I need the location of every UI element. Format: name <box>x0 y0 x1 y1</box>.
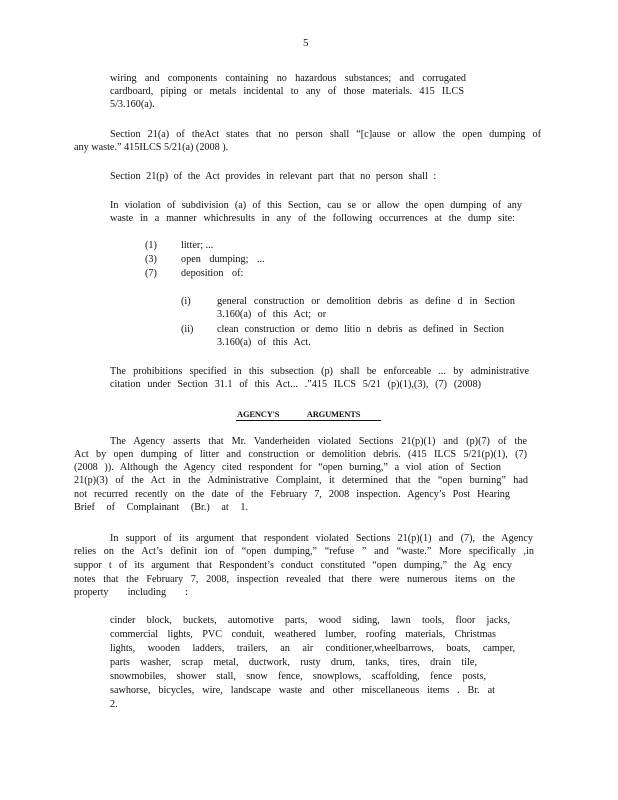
text-line: cardboard, piping or metals incidental to any of those materials. 415 ILCS <box>110 86 464 97</box>
text-line: citation under Section 31.1 of this Act... .”415 ILCS 5/21 (p)(1),(3), (7) (2008) <box>110 379 481 390</box>
list-item-text: deposition of: <box>181 268 244 279</box>
list-item-text: litter; ... <box>181 240 214 251</box>
section-heading: AGENCY'S ARGUMENTS <box>237 409 361 419</box>
text-line: 21(p)(3) of the Act in the Administrative Complaint, it determined that the “open burning” had <box>74 475 528 486</box>
text-line: not recurred recently on the date of the February 7, 2008 inspection. Agency’s Post Hearing <box>74 489 510 500</box>
text-line: snowmobiles, shower stall, snow fence, snowplows, scaffolding, fence posts, <box>110 671 486 682</box>
text-line: waste in a manner whichresults in any of the following occurrences at the dump site: <box>110 213 515 224</box>
text-line: Brief of Complainant (Br.) at 1. <box>74 502 248 513</box>
heading-underline <box>236 420 381 421</box>
sub-item-number: (ii) <box>181 324 194 335</box>
text-line: 5/3.160(a). <box>110 99 155 110</box>
text-line: The Agency asserts that Mr. Vanderheiden violated Sections 21(p)(1) and (p)(7) of the <box>110 436 527 447</box>
text-line: notes that the February 7, 2008, inspection revealed that there were numerous items on the <box>74 574 515 585</box>
text-line: sawhorse, bicycles, wire, landscape waste and other miscellaneous items . Br. at <box>110 685 495 696</box>
sub-item-text: 3.160(a) of this Act. <box>217 337 311 348</box>
list-number: (3) <box>145 254 157 265</box>
text-line: property including : <box>74 587 188 598</box>
text-line: parts washer, scrap metal, ductwork, rusty drum, tanks, tires, drain tile, <box>110 657 477 668</box>
text-line: lights, wooden ladders, trailers, an air conditioner,wheelbarrows, boats, camper, <box>110 643 515 654</box>
text-line: The prohibitions specified in this subsection (p) shall be enforceable ... by administrative <box>110 366 529 377</box>
text-line: Section 21(a) of theAct states that no person shall “[c]ause or allow the open dumping of <box>110 129 541 140</box>
text-line: wiring and components containing no hazardous substances; and corrugated <box>110 73 466 84</box>
sub-item-number: (i) <box>181 296 191 307</box>
list-number: (7) <box>145 268 157 279</box>
sub-item-text: general construction or demolition debris as define d in Section <box>217 296 515 307</box>
list-number: (1) <box>145 240 157 251</box>
sub-item-text: 3.160(a) of this Act; or <box>217 309 327 320</box>
text-line: Act by open dumping of litter and construction or demolition debris. (415 ILCS 5/21(p)(1), (7) <box>74 449 527 460</box>
text-line: In support of its argument that respondent violated Sections 21(p)(1) and (7), the Agency <box>110 533 533 544</box>
text-line: any waste.” 415ILCS 5/21(a) (2008 ). <box>74 142 229 153</box>
text-line: commercial lights, PVC conduit, weathered lumber, roofing materials, Christmas <box>110 629 496 640</box>
text-line: 2. <box>110 699 118 710</box>
text-line: Section 21(p) of the Act provides in relevant part that no person shall : <box>110 171 437 182</box>
text-line: suppor t of its argument that Respondent’s conduct constituted “open dumping,” the Ag ency <box>74 560 512 571</box>
text-line: In violation of subdivision (a) of this Section, cau se or allow the open dumping of any <box>110 200 522 211</box>
list-item-text: open dumping; ... <box>181 254 265 265</box>
page-number: 5 <box>303 37 309 49</box>
text-line: relies on the Act’s definit ion of “open dumping,” “refuse ” and “waste.” More specifically ,in <box>74 546 534 557</box>
sub-item-text: clean construction or demo litio n debris as defined in Section <box>217 324 504 335</box>
text-line: cinder block, buckets, automotive parts, wood siding, lawn tools, floor jacks, <box>110 615 510 626</box>
text-line: (2008 )). Although the Agency cited respondent for “open burning,” a viol ation of Section <box>74 462 501 473</box>
